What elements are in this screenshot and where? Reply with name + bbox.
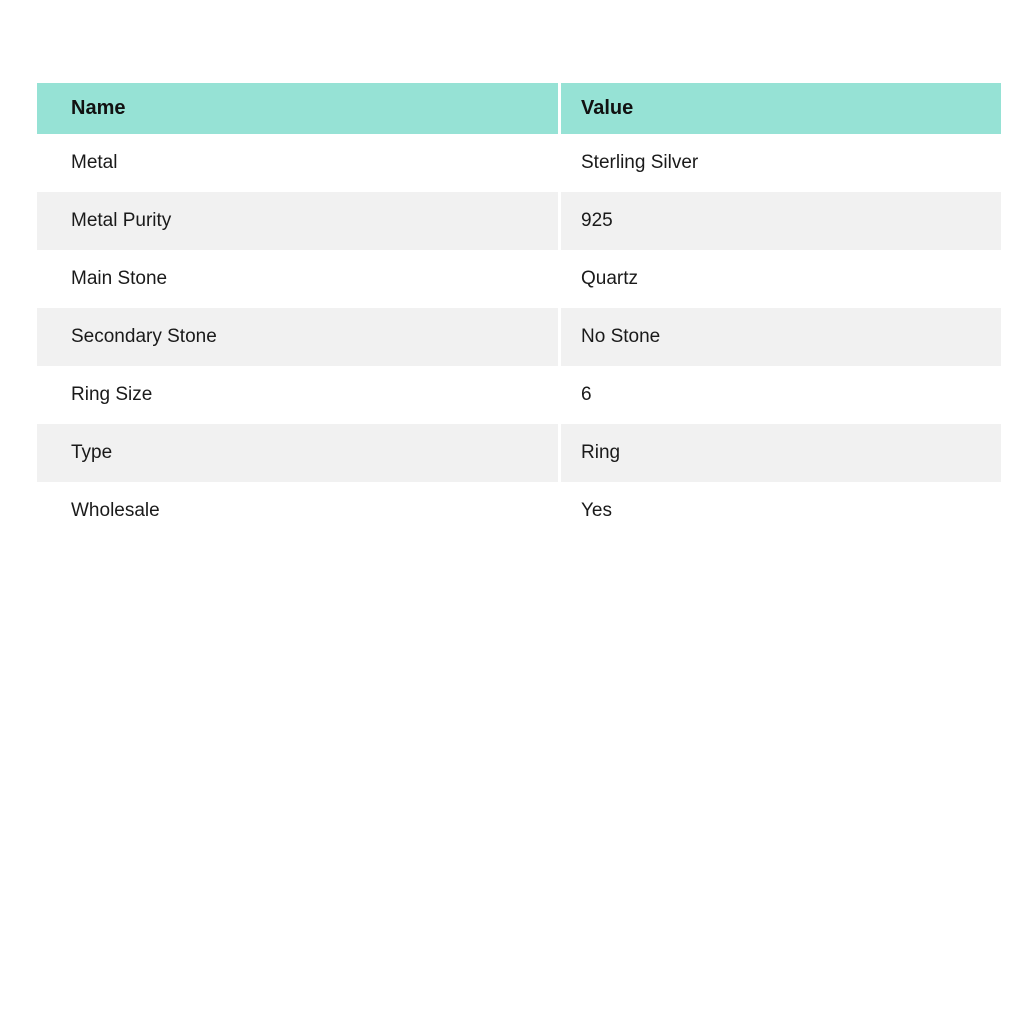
name-cell: Main Stone [37, 250, 560, 308]
table-body [37, 134, 1001, 540]
header-row [37, 83, 1001, 134]
name-cell: Wholesale [37, 482, 560, 540]
value-cell: Sterling Silver [560, 134, 1002, 192]
column-header-value: Value [560, 83, 1002, 134]
table-row [37, 134, 1001, 192]
value-cell: Ring [560, 424, 1002, 482]
value-cell: No Stone [560, 308, 1002, 366]
table-row [37, 250, 1001, 308]
table-row [37, 482, 1001, 540]
column-header-name: Name [37, 83, 560, 134]
attributes-table [37, 83, 1001, 540]
table-row [37, 308, 1001, 366]
name-cell: Type [37, 424, 560, 482]
name-cell: Metal [37, 134, 560, 192]
table-row [37, 424, 1001, 482]
table-row [37, 192, 1001, 250]
value-cell: Yes [560, 482, 1002, 540]
name-cell: Metal Purity [37, 192, 560, 250]
table-header [37, 83, 1001, 134]
value-cell: Quartz [560, 250, 1002, 308]
name-cell: Ring Size [37, 366, 560, 424]
value-cell: 6 [560, 366, 1002, 424]
name-cell: Secondary Stone [37, 308, 560, 366]
table-row [37, 366, 1001, 424]
value-cell: 925 [560, 192, 1002, 250]
